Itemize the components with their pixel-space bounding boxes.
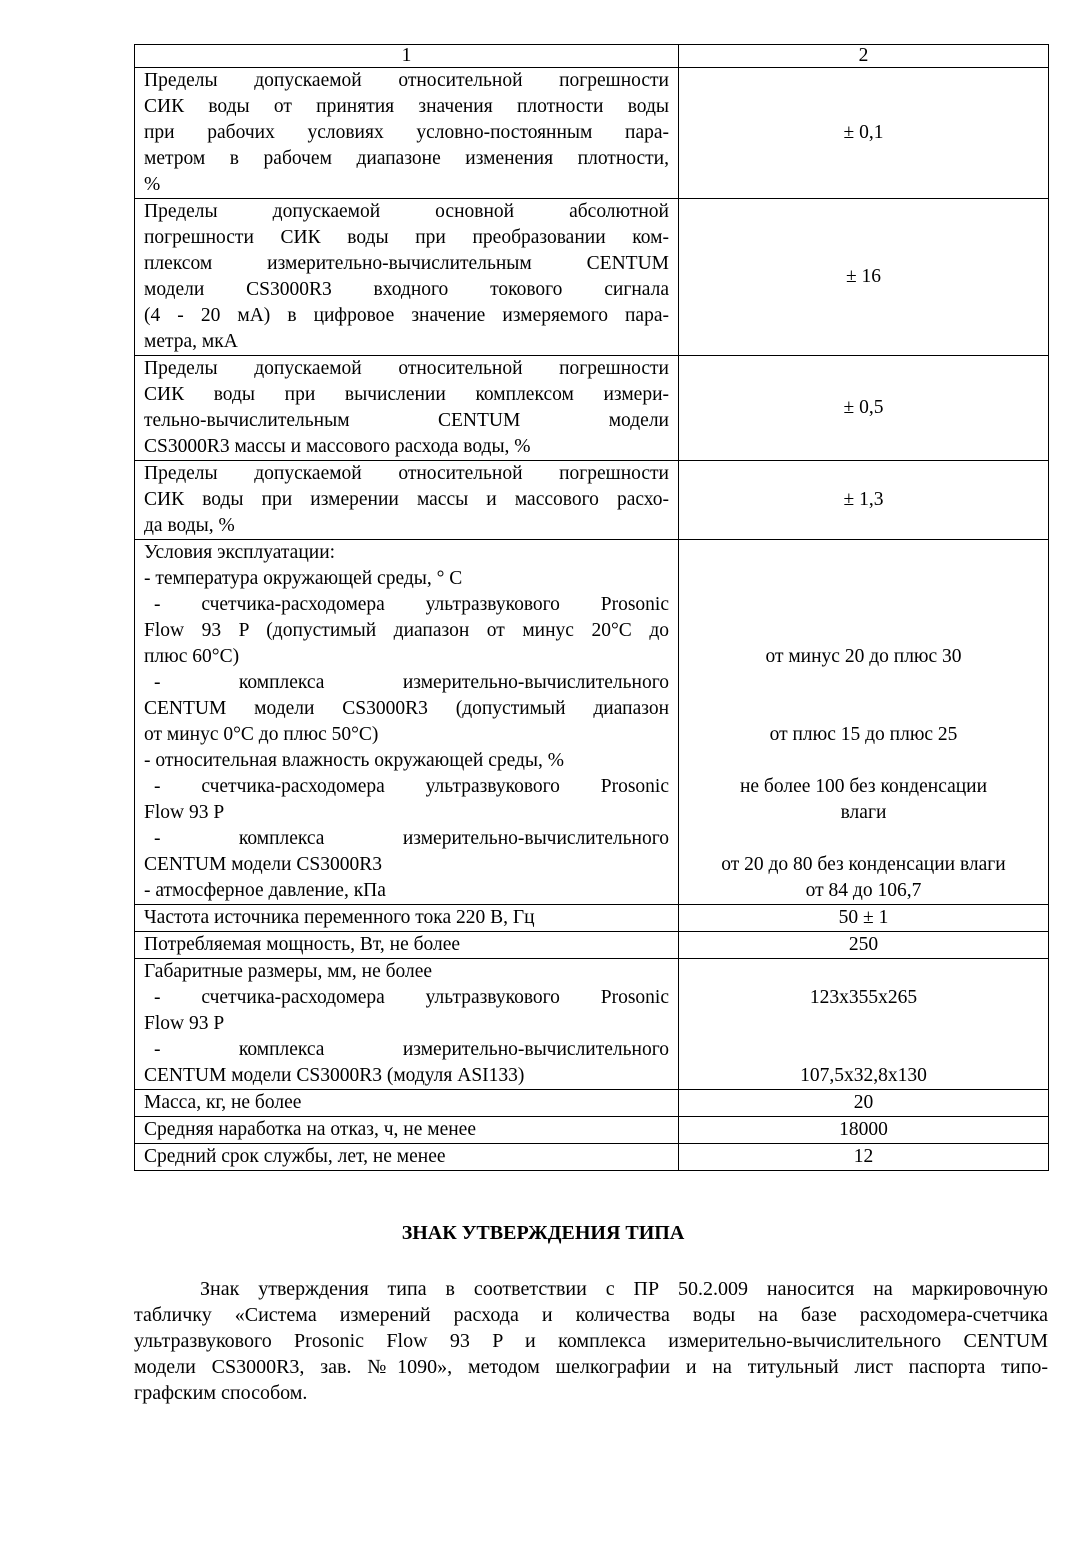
- parameter-line: от минус 0°С до плюс 50°С): [144, 724, 379, 745]
- parameter-line: CS3000R3 массы и массового расхода воды, %: [144, 436, 531, 457]
- parameter-line: - комплекса измерительно-вычислительного: [154, 672, 669, 693]
- parameter-line: СИК воды от принятия значения плотности воды: [144, 96, 669, 117]
- section-heading: ЗНАК УТВЕРЖДЕНИЯ ТИПА: [401, 1222, 685, 1244]
- value-cell: ± 16: [679, 199, 1049, 356]
- parameter-line: - счетчика-расходомера ультразвукового Prosonic: [154, 987, 669, 1008]
- table-row: [135, 68, 1049, 199]
- parameter-line: метра, мкА: [144, 331, 238, 352]
- parameter-line: при рабочих условиях условно-постоянным пара-: [144, 122, 669, 143]
- parameter-cell: Потребляемая мощность, Вт, не более: [135, 932, 679, 959]
- parameter-line: СИК воды при измерении массы и массового расхо-: [144, 489, 669, 510]
- parameter-line: Flow 93 P: [144, 1013, 225, 1034]
- parameter-line: СИК воды при вычислении комплексом измери-: [144, 384, 669, 405]
- pressure-value: от 84 до 106,7: [805, 880, 922, 901]
- table-row: [135, 1090, 1049, 1117]
- parameter-line: - счетчика-расходомера ультразвукового Prosonic: [154, 776, 669, 797]
- value-cell: ± 0,1: [679, 68, 1049, 199]
- specifications-table: [134, 44, 1049, 1171]
- dimensions-flowmeter-value: 123x355x265: [809, 987, 918, 1008]
- column-number-2: 2: [679, 45, 1049, 68]
- parameter-line: плексом измерительно-вычислительным CENTUM: [144, 253, 669, 274]
- parameter-line: CENTUM модели CS3000R3 (допустимый диапазон: [144, 698, 669, 719]
- parameter-line: CENTUM модели CS3000R3: [144, 854, 382, 875]
- value-cell: 50 ± 1: [679, 905, 1049, 932]
- value-cell: 18000: [679, 1117, 1049, 1144]
- parameter-cell: [135, 356, 679, 461]
- table-row: [135, 905, 1049, 932]
- parameter-line: погрешности СИК воды при преобразовании ком-: [144, 227, 669, 248]
- column-number-1: 1: [135, 45, 679, 68]
- parameter-cell: Частота источника переменного тока 220 В, Гц: [135, 905, 679, 932]
- parameter-line: модели CS3000R3 входного токового сигнала: [144, 279, 669, 300]
- parameter-line: Габаритные размеры, мм, не более: [144, 961, 433, 982]
- section-paragraph: [134, 1276, 1048, 1406]
- parameter-cell: [135, 461, 679, 540]
- table-row: [135, 932, 1049, 959]
- table-row-dimensions: [135, 959, 1049, 1090]
- parameter-line: - счетчика-расходомера ультразвукового Prosonic: [154, 594, 669, 615]
- parameter-line: - комплекса измерительно-вычислительного: [154, 828, 669, 849]
- parameter-cell: [135, 68, 679, 199]
- temperature-flowmeter-value: от минус 20 до плюс 30: [765, 646, 962, 667]
- parameter-line: Flow 93 P (допустимый диапазон от минус 20°С до: [144, 620, 669, 641]
- parameter-line: (4 - 20 мА) в цифровое значение измеряемого пара-: [144, 305, 669, 326]
- value-cell: ± 0,5: [679, 356, 1049, 461]
- table-row: [135, 1144, 1049, 1171]
- parameter-line: Пределы допускаемой относительной погрешности: [144, 70, 669, 91]
- parameter-line: Пределы допускаемой основной абсолютной: [144, 201, 669, 222]
- table-row: [135, 1117, 1049, 1144]
- paragraph-line: Знак утверждения типа в соответствии с ПР 50.2.009 наносится на маркировочную: [200, 1278, 1048, 1300]
- parameter-cell: [135, 959, 679, 1090]
- paragraph-line: ультразвукового Prosonic Flow 93 P и комплекса измерительно-вычислительного CENTUM: [134, 1330, 1048, 1352]
- dimensions-complex-value: 107,5x32,8x130: [800, 1065, 927, 1086]
- parameter-cell: Средняя наработка на отказ, ч, не менее: [135, 1117, 679, 1144]
- table-row: [135, 356, 1049, 461]
- parameter-line: Пределы допускаемой относительной погрешности: [144, 358, 669, 379]
- parameter-line: - атмосферное давление, кПа: [144, 880, 386, 901]
- parameter-line: плюс 60°С): [144, 646, 240, 667]
- parameter-cell: [135, 199, 679, 356]
- parameter-line: Пределы допускаемой относительной погрешности: [144, 463, 669, 484]
- parameter-line: Условия эксплуатации:: [144, 542, 336, 563]
- value-cell: [679, 540, 1049, 905]
- table-row-operating-conditions: [135, 540, 1049, 905]
- value-cell: [679, 959, 1049, 1090]
- parameter-line: да воды, %: [144, 515, 235, 536]
- parameter-line: Flow 93 P: [144, 802, 225, 823]
- parameter-cell: Масса, кг, не более: [135, 1090, 679, 1117]
- parameter-cell: Средний срок службы, лет, не менее: [135, 1144, 679, 1171]
- paragraph-line: модели CS3000R3, зав. №1090», методом шелкографии и на титульный лист паспорта типо-: [134, 1356, 1048, 1378]
- value-cell: 12: [679, 1144, 1049, 1171]
- table-row: [135, 461, 1049, 540]
- table-row: [135, 199, 1049, 356]
- parameter-cell: [135, 540, 679, 905]
- table-header-row: [135, 45, 1049, 68]
- parameter-line: CENTUM модели CS3000R3 (модуля ASI133): [144, 1065, 525, 1086]
- paragraph-line: табличку «Система измерений расхода и количества воды на базе расходомера-счетчика: [134, 1304, 1048, 1326]
- parameter-line: %: [144, 174, 161, 195]
- value-cell: ± 1,3: [679, 461, 1049, 540]
- value-cell: 250: [679, 932, 1049, 959]
- parameter-line: - температура окружающей среды, ° С: [144, 568, 463, 589]
- humidity-flowmeter-value: не более 100 без конденсации: [739, 776, 988, 797]
- parameter-line: метром в рабочем диапазоне изменения плотности,: [144, 148, 669, 169]
- paragraph-line: графским способом.: [134, 1382, 308, 1404]
- parameter-line: - относительная влажность окружающей среды, %: [144, 750, 565, 771]
- temperature-complex-value: от плюс 15 до плюс 25: [769, 724, 958, 745]
- humidity-flowmeter-value-cont: влаги: [840, 802, 887, 823]
- value-cell: 20: [679, 1090, 1049, 1117]
- parameter-line: - комплекса измерительно-вычислительного: [154, 1039, 669, 1060]
- parameter-line: тельно-вычислительным CENTUM модели: [144, 410, 669, 431]
- humidity-complex-value: от 20 до 80 без конденсации влаги: [721, 854, 1006, 875]
